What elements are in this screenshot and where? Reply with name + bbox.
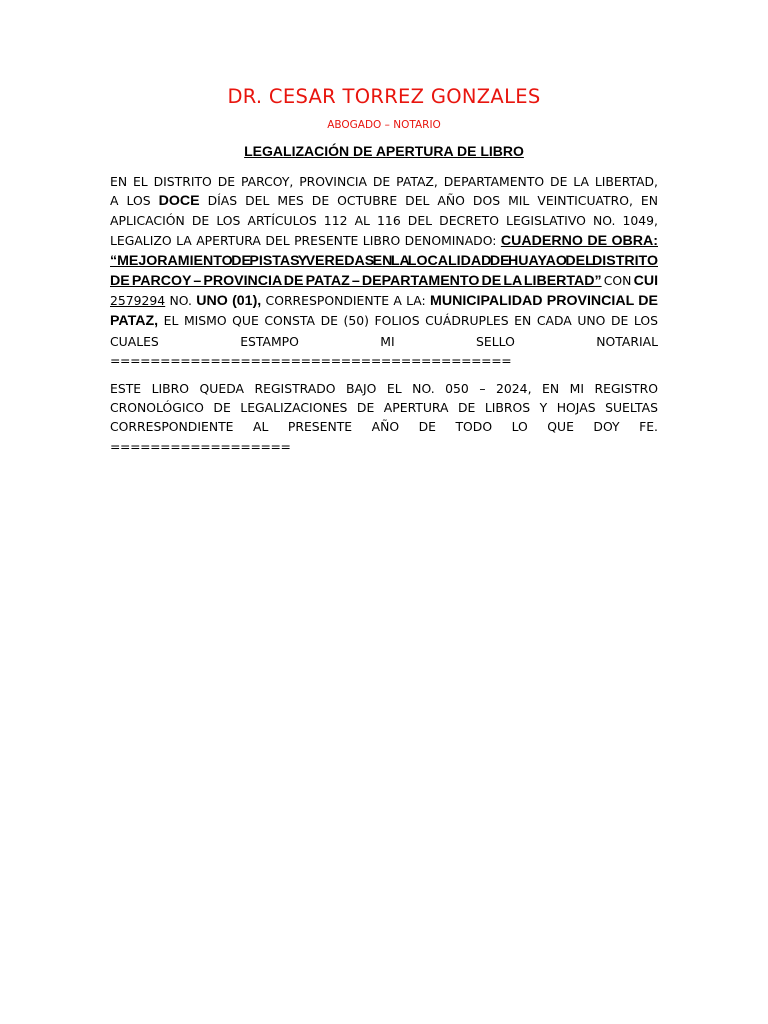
text-line <box>110 251 658 271</box>
text-line <box>110 172 658 191</box>
text-span: NO. <box>169 293 192 309</box>
text-span: EL MISMO QUE CONSTA DE (50) FOLIOS CUÁDRUPLES EN CADA UNO DE LOS <box>163 313 658 329</box>
cui-label: CUI <box>633 273 659 290</box>
notary-title: ABOGADO – NOTARIO <box>327 119 441 131</box>
text-span: APLICACIÓN DE LOS ARTÍCULOS 112 AL 116 DEL DECRETO LEGISLATIVO NO. 1049, <box>110 213 658 229</box>
text-span: CON <box>603 273 632 289</box>
separator: ================== <box>110 438 291 454</box>
book-number: UNO (01), <box>196 293 262 310</box>
legalization-paragraph <box>110 172 658 370</box>
separator: ======================================== <box>110 352 512 368</box>
notary-name: DR. CESAR TORREZ GONZALES <box>227 85 541 108</box>
text-span: ESTE LIBRO QUEDA REGISTRADO BAJO EL NO. 050 – 2024, EN MI REGISTRO <box>110 381 658 396</box>
project-name: DE PARCOY – PROVINCIA DE PATAZ – DEPARTAMENTO DE LA LIBERTAD” <box>110 273 602 290</box>
text-line <box>110 191 658 211</box>
project-name: “MEJORAMIENTO DE PISTAS Y VEREDAS EN LA LOCALIDAD DE HUAYAO DEL DISTRITO <box>110 252 658 269</box>
text-line <box>110 379 658 398</box>
text-line <box>110 311 658 331</box>
text-span: A LOS <box>110 193 151 209</box>
cui-number: 2579294 <box>110 293 166 309</box>
text-line <box>110 398 658 417</box>
day-count: DOCE <box>158 193 200 210</box>
text-line <box>110 231 658 251</box>
book-name: CUADERNO DE OBRA: <box>500 232 658 249</box>
text-span: CORRESPONDIENTE AL PRESENTE AÑO DE TODO LO QUE DOY FE. <box>110 419 658 435</box>
text-span: CRONOLÓGICO DE LEGALIZACIONES DE APERTURA DE LIBROS Y HOJAS SUELTAS <box>110 400 658 416</box>
document-title: LEGALIZACIÓN DE APERTURA DE LIBRO <box>244 143 524 159</box>
text-span: DÍAS DEL MES DE OCTUBRE DEL AÑO DOS MIL VEINTICUATRO, EN <box>207 193 658 209</box>
separator-line <box>110 351 658 370</box>
text-span: CUALES ESTAMPO MI SELLO NOTARIAL <box>110 333 658 349</box>
text-span: CORRESPONDIENTE A LA: <box>265 293 426 309</box>
entity-name: PATAZ, <box>110 313 159 330</box>
registry-paragraph <box>110 379 658 456</box>
entity-name: MUNICIPALIDAD PROVINCIAL DE <box>430 293 658 310</box>
text-line <box>110 332 658 351</box>
text-span: EN EL DISTRITO DE PARCOY, PROVINCIA DE PATAZ, DEPARTAMENTO DE LA LIBERTAD, <box>110 174 658 189</box>
text-line <box>110 291 658 311</box>
text-line <box>110 417 658 436</box>
text-line <box>110 271 658 291</box>
text-line <box>110 211 658 230</box>
text-span: LEGALIZO LA APERTURA DEL PRESENTE LIBRO DENOMINADO: <box>110 232 497 248</box>
separator-line <box>110 437 658 456</box>
